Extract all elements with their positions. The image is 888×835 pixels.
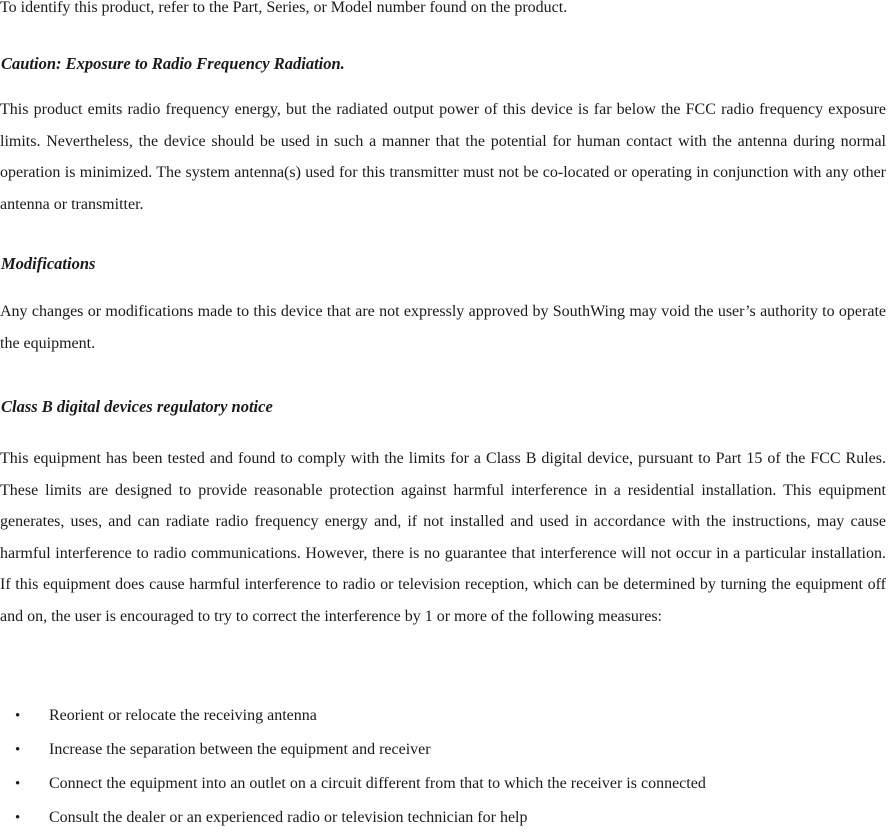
section-heading-class-b: Class B digital devices regulatory notice: [1, 397, 273, 416]
section-body-modifications: Any changes or modifications made to this device that are not expressly approved by SouthWing may void the user’s authority to operate the equipment.: [0, 303, 886, 352]
measures-list: [0, 699, 886, 835]
list-item: [0, 699, 886, 733]
list-item: [0, 801, 886, 835]
bullet-icon: •: [15, 810, 21, 826]
bullet-icon: •: [15, 776, 21, 792]
section-heading-modifications: Modifications: [1, 254, 96, 273]
list-item: [0, 733, 886, 767]
bullet-icon: •: [15, 708, 21, 724]
measure-text: Reorient or relocate the receiving antenna: [49, 707, 317, 724]
intro-text: To identify this product, refer to the Part, Series, or Model number found on the product.: [0, 0, 568, 16]
measure-text: Consult the dealer or an experienced radio or television technician for help: [49, 809, 528, 826]
section-body-class-b: This equipment has been tested and found to comply with the limits for a Class B digital device, pursuant to Part 15 of the FCC Rules. These limits are designed to provide reasonable protection against harmful interference in a residential installation. This equipment generates, uses, and can radiate radio frequency energy and, if not installed and used in accordance with the instructions, may cause harmful interference to radio communications. However, there is no guarantee that interference will not occur in a particular installation. If this equipment does cause harmful interference to radio or television reception, which can be determined by turning the equipment off and on, the user is encouraged to try to correct the interference by 1 or more of the following measures:: [0, 450, 886, 625]
list-item: [0, 767, 886, 801]
measure-text: Increase the separation between the equipment and receiver: [49, 741, 431, 758]
bullet-icon: •: [15, 742, 21, 758]
section-heading-rf-caution: Caution: Exposure to Radio Frequency Radiation.: [1, 54, 345, 73]
measure-text: Connect the equipment into an outlet on a circuit different from that to which the receiver is connected: [49, 775, 706, 792]
section-body-rf-caution: This product emits radio frequency energy, but the radiated output power of this device is far below the FCC radio frequency exposure limits. Nevertheless, the device should be used in such a manner that the potential for human contact with the antenna during normal operation is minimized. The system antenna(s) used for this transmitter must not be co-located or operating in conjunction with any other antenna or transmitter.: [0, 101, 886, 213]
